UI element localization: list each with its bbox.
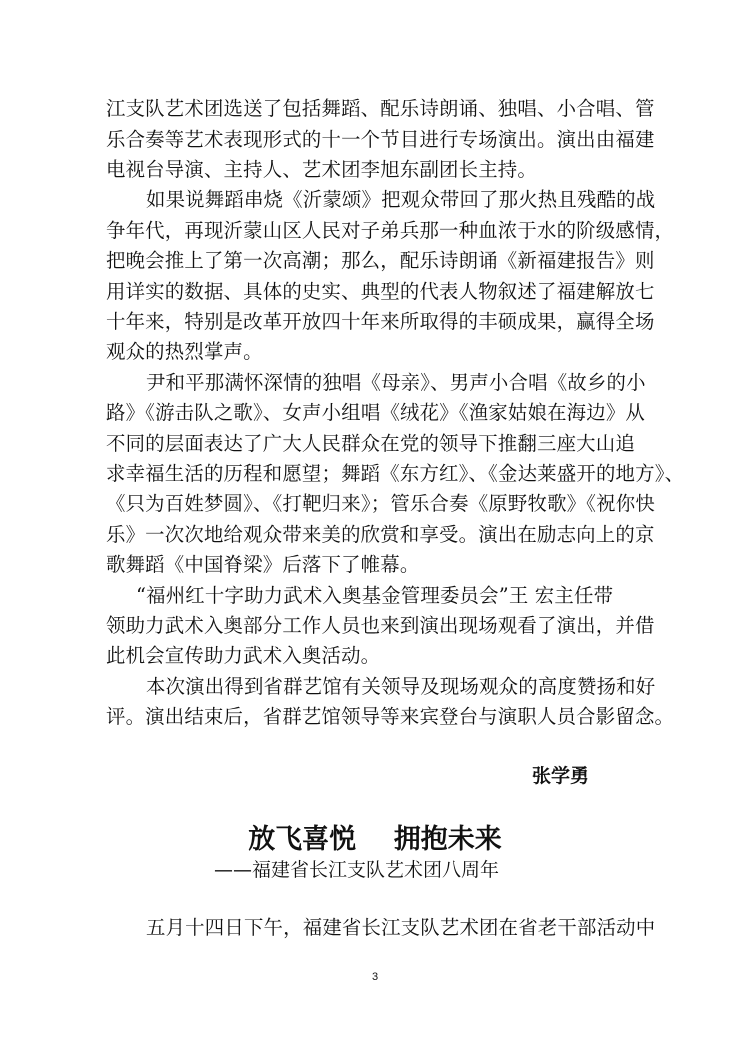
author-signature: 张学勇 <box>532 765 590 787</box>
text-line: 求幸福生活的历程和愿望；舞蹈《东方红》、《金达莱盛开的地方》、 <box>106 462 685 485</box>
text-line: 十年来，特别是改革开放四十年来所取得的丰硕成果，赢得全场 <box>106 310 655 333</box>
text-line: 领助力武术入奥部分工作人员也来到演出现场观看了演出，并借 <box>106 614 655 637</box>
text-line: 此机会宣传助力武术入奥活动。 <box>106 644 381 667</box>
text-line: 评。演出结束后，省群艺馆领导等来宾登台与演职人员合影留念。 <box>106 705 675 728</box>
paragraph-start-line: 本次演出得到省群艺馆有关领导及现场观众的高度赞扬和好 <box>146 675 656 698</box>
paragraph-start-line: “福州红十字助力武术入奥基金管理委员会”王 宏主任带 <box>136 584 614 607</box>
text-line: 观众的热烈掌声。 <box>106 340 263 363</box>
text-line: 不同的层面表达了广大人民群众在党的领导下推翻三座大山追 <box>106 432 635 455</box>
text-line: 争年代，再现沂蒙山区人民对子弟兵那一种血浓于水的阶级感情， <box>106 219 675 242</box>
text-line: 电视台导演、主持人、艺术团李旭东副团长主持。 <box>106 158 537 181</box>
paragraph-start-line: 尹和平那满怀深情的独唱《母亲》、男声小合唱《故乡的小 <box>146 371 646 394</box>
article-title: 放飞喜悦 拥抱未来 <box>248 824 502 855</box>
text-line: 《只为百姓梦圆》、《打靶归来》；管乐合奏《原野牧歌》《祝你快 <box>106 492 655 515</box>
paragraph-start-line: 如果说舞蹈串烧《沂蒙颂》把观众带回了那火热且残酷的战 <box>146 188 656 211</box>
text-line: 江支队艺术团选送了包括舞蹈、配乐诗朗诵、独唱、小合唱、管 <box>106 97 655 120</box>
text-line: 路》《游击队之歌》、女声小组唱《绒花》《渔家姑娘在海边》从 <box>106 401 646 424</box>
text-line: 乐》一次次地给观众带来美的欣赏和享受。演出在励志向上的京 <box>106 523 655 546</box>
text-line: 歌舞蹈《中国脊梁》后落下了帷幕。 <box>106 553 420 576</box>
text-line: 用详实的数据、具体的史实、典型的代表人物叙述了福建解放七 <box>106 280 655 303</box>
page-number: 3 <box>371 971 379 983</box>
text-line: 把晚会推上了第一次高潮；那么，配乐诗朗诵《新福建报告》则 <box>106 249 655 272</box>
article-subtitle: ——福建省长江支队艺术团八周年 <box>214 859 500 881</box>
text-line: 乐合奏等艺术表现形式的十一个节目进行专场演出。演出由福建 <box>106 128 655 151</box>
paragraph-start-line: 五月十四日下午，福建省长江支队艺术团在省老干部活动中 <box>146 916 656 939</box>
